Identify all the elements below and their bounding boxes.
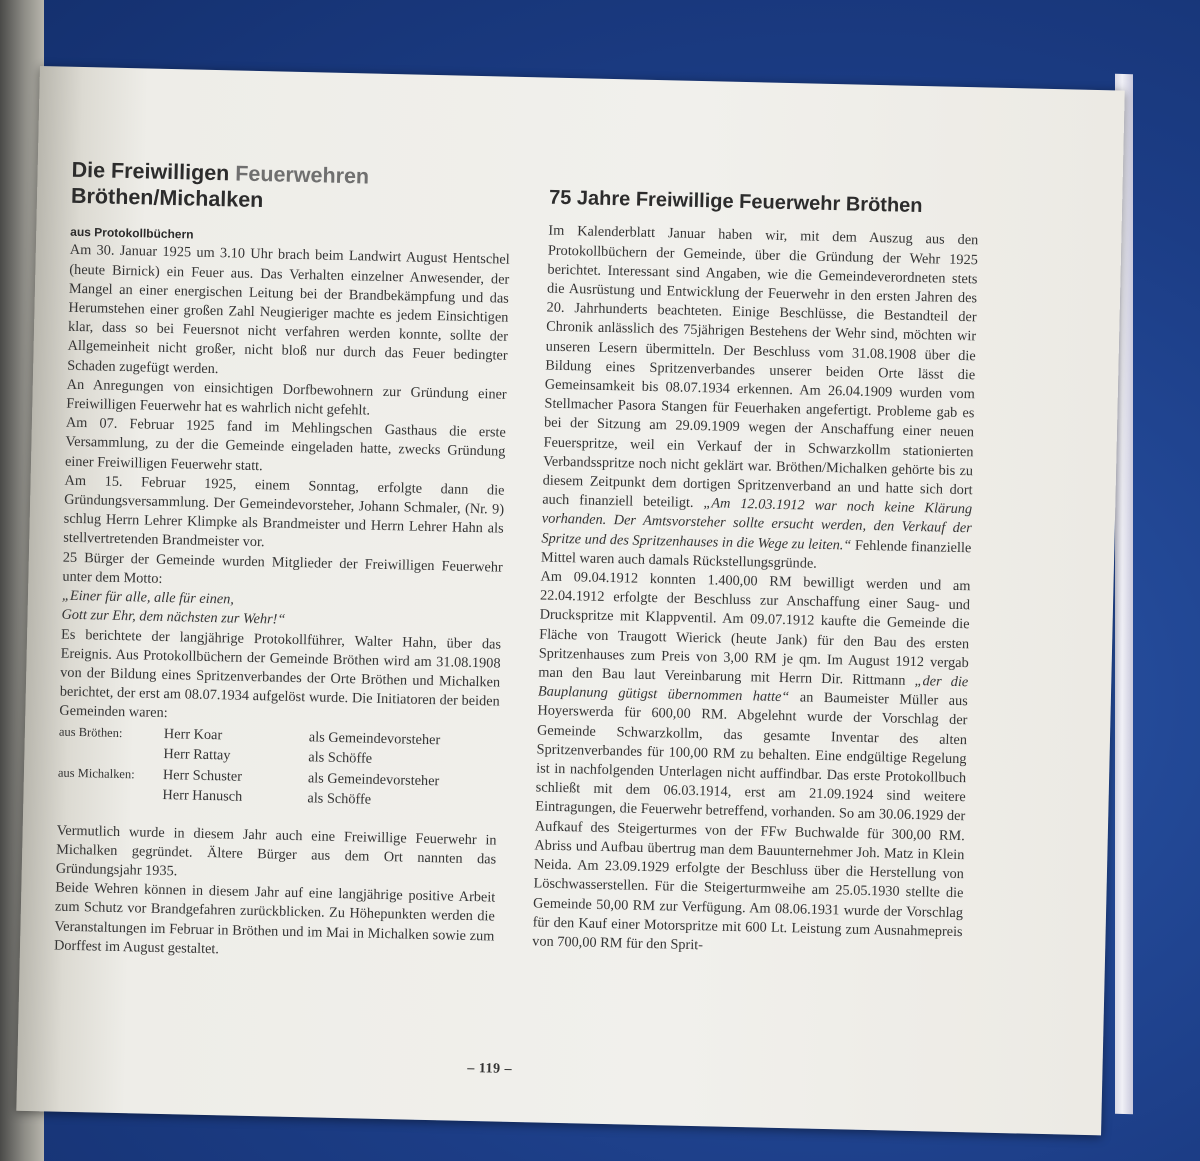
- text-run: Am 09.04.1912 konnten 1.400,00 RM bewilligt werden und am 22.04.1912 erfolgte der Beschluss zur Anschaffung einer Saug- und Druckspritze mit Klappventil. Am 09.07.1912 kaufte die Gemeinde die Fläche von Traugott Wierick (heute Jank) für den Bau des ersten Spritzenhauses zum Preis von 3,00 RM je qm. Im August 1912 vergab man den Bau laut Vereinbarung mit Herrn Dir. Rittmann: [538, 568, 971, 690]
- left-article-subtitle: aus Protokollbüchern: [70, 225, 194, 242]
- text-run: Im Kalenderblatt Januar haben wir, mit dem Auszug aus den Protokollbüchern der Gemeinde, über die Gründung der Wehr 1925 berichtet. Interessant sind Angaben, wie die Gemeindeverordneten stets die Ausrüstung und Entwicklung der Feuerwehr in den ersten Jahren des 20. Jahrhunderts beachteten. Einige Beschlüsse, die Bestandteil der Chronik anlässlich des 75jährigen Bestehens der Wehr sind, möchten wir unseren Lesern übermitteln. Der Beschluss vom 31.08.1908 über die Bildung eines Spritzenverbandes unserer beiden Orte lässt die Gemeinsamkeit bis 08.07.1934 erkennen. Am 26.04.1909 wurden vom Stellmacher Pasora Stangen für Feuerhaken angefertigt. Probleme gab es bei der Sitzung am 29.09.1909 wegen der Anschaffung einer neuen Feuerspritze, weil ein Verkauf der in Schwarzkollm stationierten Verbandsspritze noch nicht geklärt war. Bröthen/Michalken gehörte bis zu diesem Zeitpunkt dem dortigen Spritzenverband an und hatte sich dort auch finanziell beteiligt.: [542, 222, 979, 512]
- text-run: Fehlende finanzielle Mittel waren auch damals Rückstellungsgründe.: [540, 537, 972, 572]
- initiator-role: als Gemeindevorsteher: [308, 728, 441, 748]
- initiators-table: [57, 721, 440, 812]
- left-article-body: [59, 241, 510, 731]
- italic-quote: „der die Bauplanung gütigst übernommen hatte“: [537, 673, 969, 706]
- left-article-title: [71, 157, 512, 219]
- motto-line-1: „Einer für alle, alle für einen,: [61, 587, 235, 608]
- paragraph: Am 15. Februar 1925, einem Sonntag, erfolgte dann die Gründungsversammlung. Der Gemeindevorsteher, Johann Schmaler, (Nr. 9) schlug Herrn Lehrer Klimpke als Brandmeister und Herrn Lehrer Hahn als stellvertretenden Brandmeister vor.: [63, 472, 505, 551]
- book-page: [16, 66, 1124, 1135]
- title-grey-part: Feuerwehren: [235, 161, 370, 189]
- paragraph: Beide Wehren können in diesem Jahr auf eine langjährige positive Arbeit zum Schutz vor Brandgefahren zurückblicken. Zu Höhepunkten werden die Veranstaltungen im Februar in Bröthen und im Mai in Michalken sowie zum Dorffest im August gestaltet.: [53, 879, 496, 958]
- right-article-body: [532, 222, 978, 961]
- text-run: an Baumeister Müller aus Hoyerswerda für 600,00 RM. Abgelehnt wurde der Vorschlag der Gemeinde Schwarzkollm, das gesamte Inventar des alten Spritzenverbandes für 100,00 RM zu behalten. Eine endgültige Regelung ist in nachfolgenden Unterlagen nicht auffindbar. Das erste Protokollbuch schließt mit dem 06.03.1914, erst am 21.09.1924 sind weitere Eintragungen, die Feuerwehr betreffend, vorhanden. So am 30.06.1929 der Aufkauf des Steigerturmes von der FFw Buchwalde für 300,00 RM. Abriss und Aufbau übertrug man dem Bauunternehmer Joh. Matz in Klein Neida. Am 23.09.1929 erfolgte der Beschluss über die Herstellung von Löschwasserstellen. Für die Steigerturmweihe am 25.05.1930 stellte die Gemeinde 50,00 RM zur Verfügung. Am 08.06.1931 wurde der Vorschlag für den Kauf einer Motorspritze mit 600 Lt. Leistung zum Ausnahmepreis von 700,00 RM für den Sprit-: [532, 689, 969, 954]
- paragraph: Vermutlich wurde in diesem Jahr auch eine Freiwillige Feuerwehr in Michalken gegründet. Ältere Bürger aus dem Ort nannten das Gründungsjahr 1935.: [55, 822, 497, 880]
- paragraph: 25 Bürger der Gemeinde wurden Mitglieder der Freiwilligen Feuerwehr unter dem Motto:: [62, 549, 503, 587]
- left-article-closing: [54, 821, 497, 965]
- page-number: – 119 –: [467, 1060, 513, 1077]
- paragraph: [532, 568, 971, 962]
- motto-line-2: Gott zur Ehr, dem nächsten zur Wehr!“: [61, 606, 286, 629]
- paragraph: Am 07. Februar 1925 fand im Mehlingschen Gasthaus die erste Versammlung, zu der die Gemeinde eingeladen hatte, zwecks Gründung einer Freiwilligen Feuerwehr statt.: [64, 414, 506, 474]
- title-dark-part: Die Freiwilligen: [71, 157, 230, 186]
- initiator-place: aus Bröthen:: [58, 724, 123, 740]
- initiator-role: als Schöffe: [308, 749, 373, 767]
- initiator-name: Herr Hanusch: [162, 786, 243, 805]
- title-line-2: Bröthen/Michalken: [70, 183, 264, 213]
- initiator-place: aus Michalken:: [57, 765, 135, 781]
- italic-quote: „Am 12.03.1912 war noch keine Klärung vorhanden. Der Amtsvorsteher sollte ersucht werden, den Verkauf der Spritze und des Spritzenhauses in die Wege zu leiten.“: [541, 495, 973, 554]
- initiator-name: Herr Koar: [163, 725, 223, 743]
- initiator-role: als Gemeindevorsteher: [307, 769, 440, 789]
- paragraph: Am 30. Januar 1925 um 3.10 Uhr brach beim Landwirt August Hentschel (heute Birnick) ein Feuer aus. Das Verhalten einzelner Anwesender, der Mangel an einer energischen Leitung bei der Brandbekämpfung und das Herumstehen einer großen Zahl Neugieriger machte es jedem Einsichtigen klar, dass so bei Feuersnot nicht verfahren werden konnte, sollte der Allgemeinheit nicht großer, nicht bloß nur durch das Feuer bedingter Schaden zugefügt werden.: [67, 242, 510, 377]
- paragraph: An Anregungen von einsichtigen Dorfbewohnern zur Gründung einer Freiwilligen Feuerwehr hat es wahrlich nicht gefehlt.: [66, 376, 507, 419]
- initiator-place: [57, 783, 162, 806]
- initiator-place: [58, 742, 163, 765]
- initiator-name: Herr Schuster: [162, 766, 243, 785]
- right-article-title: 75 Jahre Freiwillige Feuerwehr Bröthen: [548, 186, 923, 218]
- left-article: [54, 157, 512, 966]
- right-article: [532, 186, 979, 962]
- paragraph: [541, 222, 979, 577]
- paragraph: Es berichtete der langjährige Protokollführer, Walter Hahn, über das Ereignis. Aus Protokollbüchern der Gemeinde Bröthen wird am 31.08.1908 von der Bildung eines Spritzenverbandes der Orte Bröthen und Michalken berichtet, der erst am 08.07.1934 aufgelöst wurde. Die Initiatoren der beiden Gemeinden waren:: [59, 626, 502, 722]
- initiator-role: als Schöffe: [307, 790, 372, 808]
- initiator-name: Herr Rattay: [163, 745, 231, 764]
